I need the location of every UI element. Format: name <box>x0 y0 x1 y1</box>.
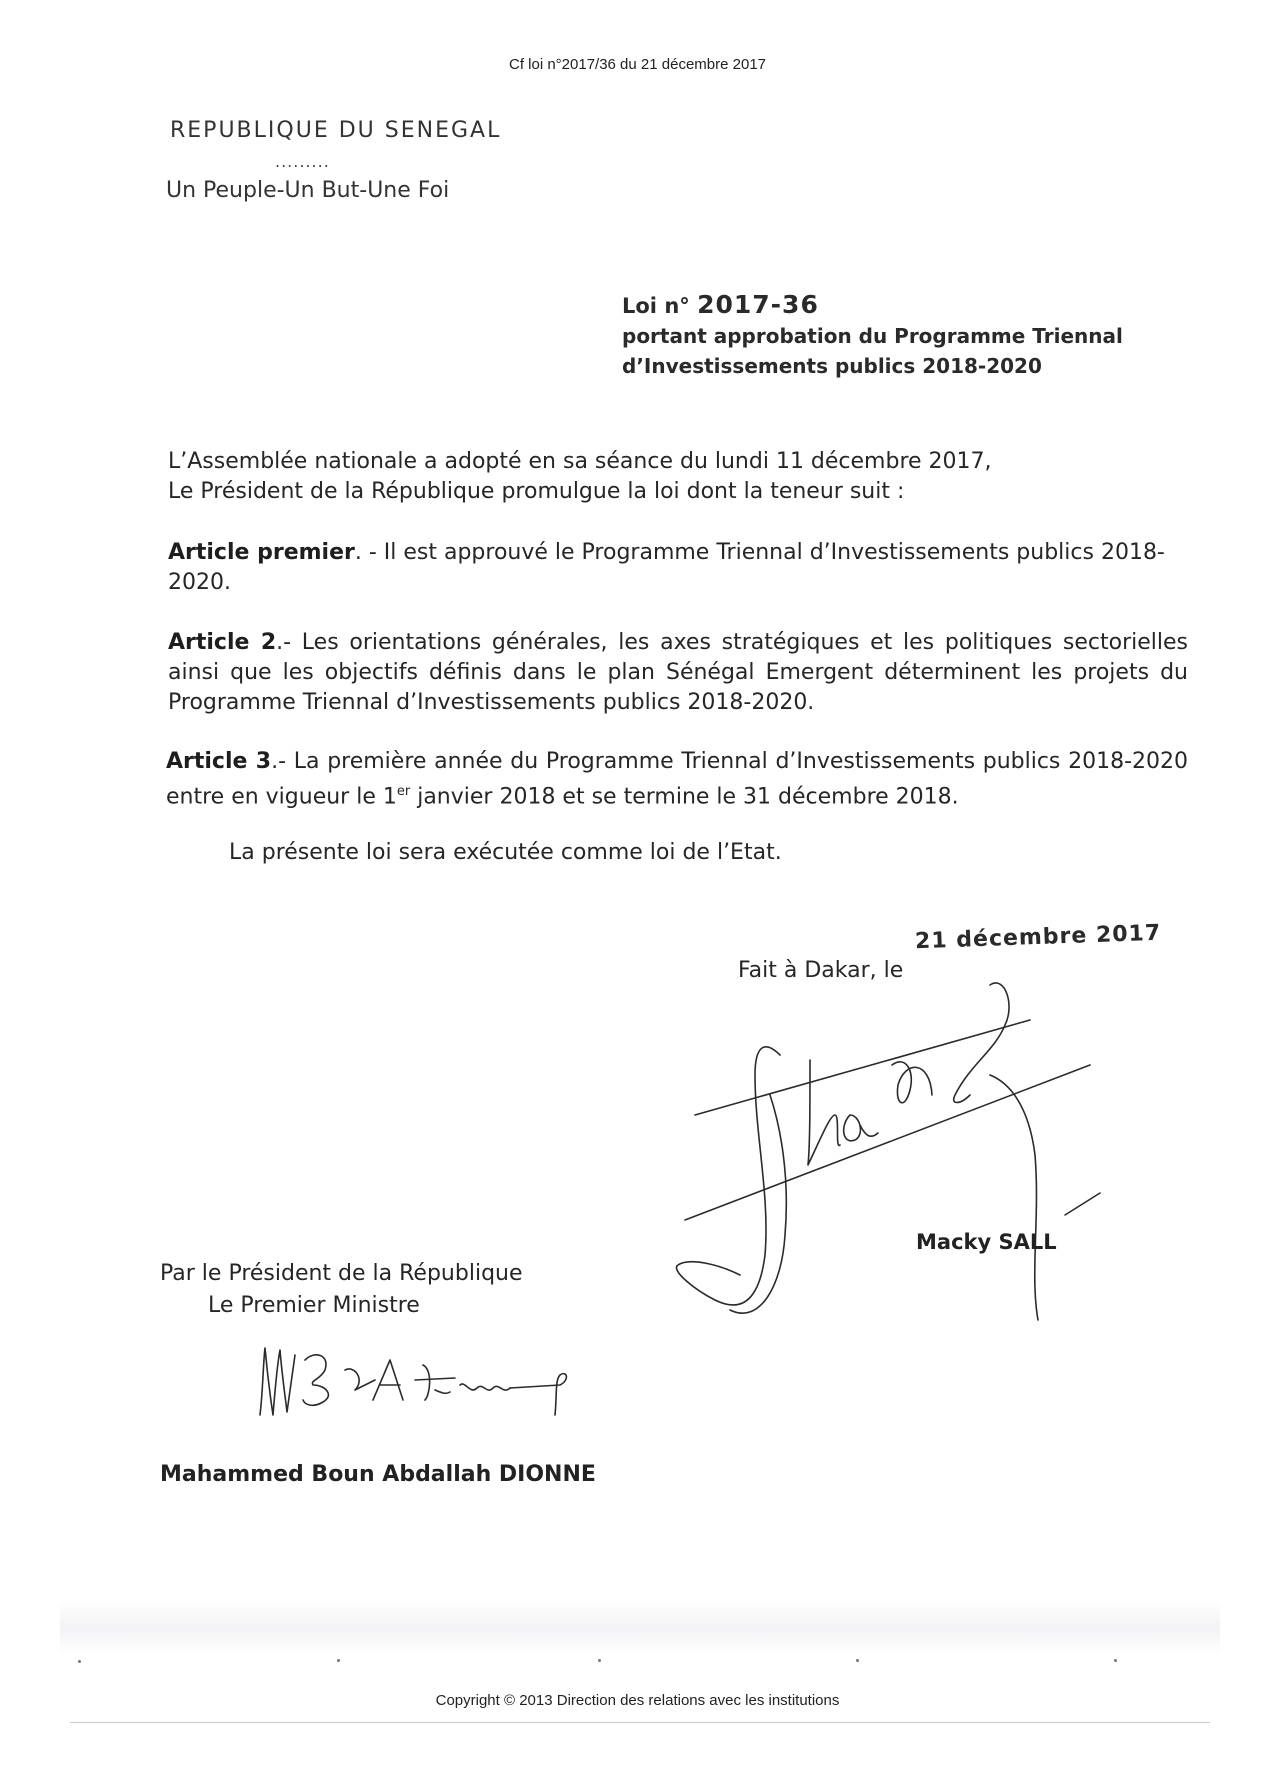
law-title <box>622 290 1123 381</box>
republic-heading: REPUBLIQUE DU SENEGAL <box>170 118 502 143</box>
promulgation-intro <box>168 447 992 507</box>
scan-speck <box>598 1659 601 1662</box>
scan-speck <box>856 1659 859 1662</box>
article-2 <box>168 628 1188 718</box>
article-3 <box>166 747 1188 812</box>
countersignature-block <box>160 1258 523 1322</box>
footer-divider <box>70 1722 1210 1723</box>
countersign-line-1: Par le Président de la République <box>160 1261 523 1286</box>
law-title-line-2: d’Investissements publics 2018-2020 <box>622 354 1042 378</box>
article-1-text: . - Il est approuvé le Programme Triennal d’Investissements publics 2018-2020. <box>168 540 1165 595</box>
article-3-superscript: er <box>396 784 411 799</box>
heading-separator: ......... <box>275 152 330 171</box>
scan-speck <box>337 1659 340 1662</box>
national-motto: Un Peuple-Un But-Une Foi <box>166 178 450 203</box>
signature-place: Fait à Dakar, le <box>738 958 904 983</box>
article-1 <box>168 538 1188 598</box>
article-2-text: .- Les orientations générales, les axes stratégiques et les politiques sectorielles ainsi que les objectifs définis dans le plan Sénégal Emergent déterminent les projets du Programme Triennal d’Investissements publics 2018-2020. <box>168 630 1188 715</box>
intro-line-2: Le Président de la République promulgue la loi dont la teneur suit : <box>168 479 905 504</box>
article-3-label: Article 3 <box>166 749 272 774</box>
law-number-line <box>622 290 1123 321</box>
article-1-label: Article premier <box>168 540 355 565</box>
scan-speck <box>78 1660 81 1663</box>
prime-minister-name: Mahammed Boun Abdallah DIONNE <box>160 1462 596 1487</box>
prime-minister-signature <box>255 1340 575 1430</box>
scan-speck <box>1114 1659 1117 1662</box>
countersign-line-2: Le Premier Ministre <box>208 1293 420 1318</box>
scan-shadow-band <box>60 1600 1220 1655</box>
intro-line-1: L’Assemblée nationale a adopté en sa séance du lundi 11 décembre 2017, <box>168 449 992 474</box>
footer-copyright: Copyright © 2013 Direction des relations avec les institutions <box>435 1692 840 1709</box>
closing-clause: La présente loi sera exécutée comme loi de l’Etat. <box>229 840 782 865</box>
president-name: Macky SALL <box>916 1230 1057 1254</box>
president-signature <box>660 965 1100 1405</box>
signature-date: 21 décembre 2017 <box>914 920 1162 955</box>
article-3-text-after: janvier 2018 et se termine le 31 décembre 2018. <box>410 784 959 810</box>
law-title-line-1: portant approbation du Programme Triennal <box>622 324 1123 348</box>
law-prefix: Loi n° <box>622 294 690 318</box>
article-2-label: Article 2 <box>168 630 277 655</box>
law-reference: Cf loi n°2017/36 du 21 décembre 2017 <box>508 56 766 73</box>
article-3-text-before: .- La première année du Programme Triennal d’Investissements publics 2018-2020 entre en vigueur le 1 <box>166 749 1189 810</box>
law-number: 2017-36 <box>697 290 819 319</box>
